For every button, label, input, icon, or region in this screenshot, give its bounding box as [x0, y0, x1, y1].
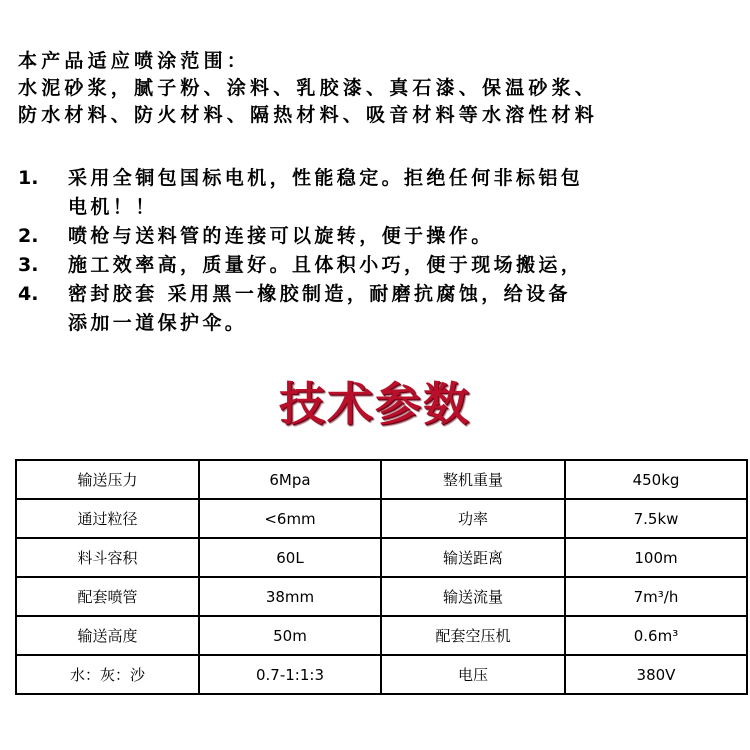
- param-value: 450kg: [565, 460, 747, 499]
- param-value: 60L: [199, 538, 381, 577]
- param-label: 输送距离: [381, 538, 565, 577]
- param-label: 输送压力: [16, 460, 199, 499]
- param-label: 输送流量: [381, 577, 565, 616]
- param-value: 38mm: [199, 577, 381, 616]
- specifications-table: [15, 459, 748, 695]
- scope-materials-line-2: 防水材料、防火材料、隔热材料、吸音材料等水溶性材料: [18, 104, 599, 126]
- table-row: [16, 499, 747, 538]
- param-value: 50m: [199, 616, 381, 655]
- param-value: 0.6m³: [565, 616, 747, 655]
- feature-text: 电机！！: [68, 196, 158, 218]
- scope-materials-line-1: 水泥砂浆，腻子粉、涂料、乳胶漆、真石漆、保温砂浆、: [18, 77, 599, 99]
- param-value: 100m: [565, 538, 747, 577]
- feature-text: 添加一道保护伞。: [68, 312, 248, 334]
- param-value: 0.7-1:1:3: [199, 655, 381, 694]
- param-label: 功率: [381, 499, 565, 538]
- feature-item-3: [18, 251, 748, 280]
- table-row: [16, 616, 747, 655]
- feature-item-1: [18, 164, 748, 193]
- param-value: 6Mpa: [199, 460, 381, 499]
- feature-item-4-continued: [18, 309, 748, 338]
- param-label: 电压: [381, 655, 565, 694]
- param-value: 7m³/h: [565, 577, 747, 616]
- param-label: 配套空压机: [381, 616, 565, 655]
- section-title: 技术参数: [279, 377, 471, 431]
- scope-heading: 本产品适应喷涂范围：: [18, 50, 251, 72]
- param-value: 7.5kw: [565, 499, 747, 538]
- param-value: <6mm: [199, 499, 381, 538]
- feature-text: 采用全铜包国标电机，性能稳定。拒绝任何非标铝包: [68, 167, 584, 189]
- param-label: 料斗容积: [16, 538, 199, 577]
- feature-text: 密封胶套 采用黑一橡胶制造，耐磨抗腐蚀，给设备: [68, 283, 571, 305]
- feature-item-4: [18, 280, 748, 309]
- param-label: 配套喷管: [16, 577, 199, 616]
- feature-text: 喷枪与送料管的连接可以旋转，便于操作。: [68, 225, 494, 247]
- param-label: 水：灰：沙: [16, 655, 199, 694]
- table-row: [16, 577, 747, 616]
- application-scope: [18, 48, 748, 129]
- feature-number: 1.: [18, 167, 39, 189]
- feature-item-1-continued: [18, 193, 748, 222]
- feature-number: 2.: [18, 225, 39, 247]
- feature-number: 4.: [18, 283, 39, 305]
- param-label: 整机重量: [381, 460, 565, 499]
- feature-number: 3.: [18, 254, 39, 276]
- param-label: 输送高度: [16, 616, 199, 655]
- param-label: 通过粒径: [16, 499, 199, 538]
- feature-list: [18, 164, 748, 338]
- table-row: [16, 655, 747, 694]
- feature-item-2: [18, 222, 748, 251]
- feature-text: 施工效率高，质量好。且体积小巧，便于现场搬运，: [68, 254, 584, 276]
- param-value: 380V: [565, 655, 747, 694]
- table-row: [16, 460, 747, 499]
- table-row: [16, 538, 747, 577]
